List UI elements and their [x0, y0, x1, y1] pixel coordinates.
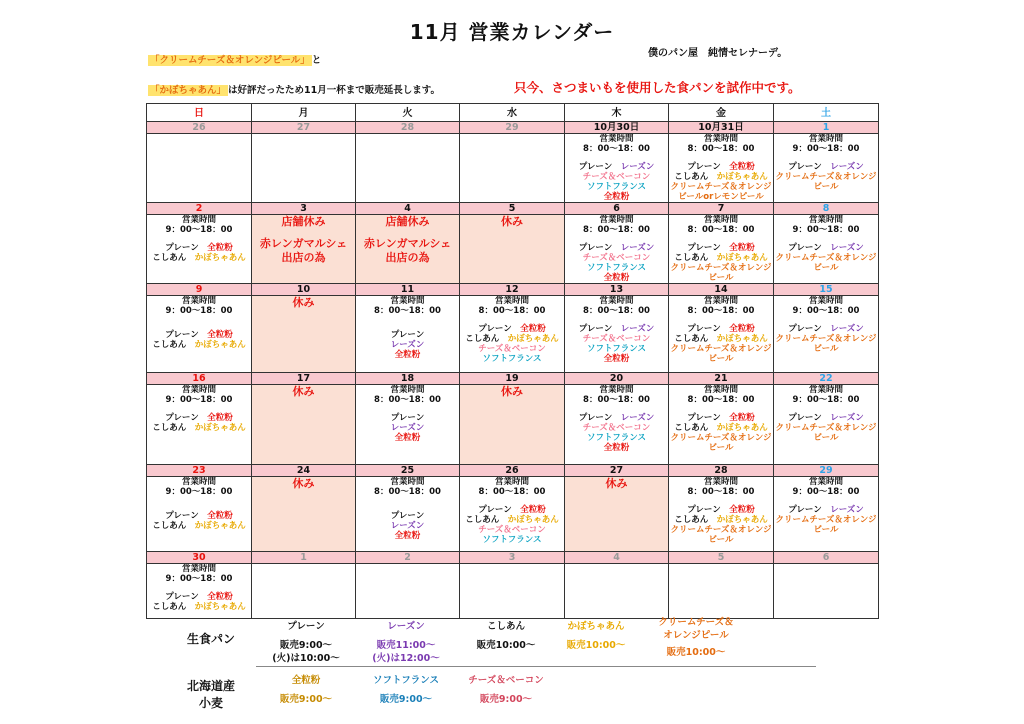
item-line: 全粒粉 — [603, 192, 630, 202]
day-cell: 営業時間 8：00～18：00 プレーン 全粒粉 こしあん かぼちゃあん チーズ＆ベーコン ソフトフランス — [460, 296, 565, 373]
date-cell: 4 — [565, 552, 669, 564]
date-cell: 5 — [460, 203, 565, 215]
date-row-5 — [147, 465, 879, 477]
date-cell: 2 — [356, 552, 460, 564]
hours-value: 8：00～18：00 — [583, 144, 650, 154]
date-cell: 4 — [356, 203, 460, 215]
day-cell: 営業時間 9：00～18：00 プレーン レーズン クリームチーズ＆オレンジ ビール — [774, 296, 879, 373]
shop-name: 僕のパン屋 純情セレナーデ。 — [648, 48, 788, 59]
date-cell: 29 — [460, 122, 565, 134]
day-cell-empty — [252, 134, 356, 203]
date-cell: 7 — [669, 203, 774, 215]
legend-koshian: こしあん 販売10:00～ — [476, 621, 536, 651]
notice-suffix-1: と — [311, 55, 322, 66]
date-cell: 8 — [774, 203, 879, 215]
day-cell-empty — [774, 564, 879, 619]
day-cell: 営業時間 9：00～18：00 プレーン レーズン クリームチーズ＆オレンジ ビール — [774, 134, 879, 203]
day-cell: 営業時間 8：00～18：00 プレーン レーズン 全粒粉 — [356, 296, 460, 373]
day-cell: 営業時間 8：00～18：00 プレーン レーズン チーズ＆ベーコン ソフトフランス 全粒粉 — [565, 385, 669, 465]
day-cell-closed: 休み — [252, 296, 356, 373]
day-cell-closed: 休み — [460, 215, 565, 284]
date-cell: 6 — [565, 203, 669, 215]
date-cell: 11 — [356, 284, 460, 296]
date-cell: 9 — [147, 284, 252, 296]
item-line: チーズ＆ベーコン — [582, 172, 651, 182]
legend-soft-france: ソフトフランス 販売9:00～ — [373, 675, 439, 705]
day-cell-empty — [565, 564, 669, 619]
legend-hokkaido-label: 北海道産 小麦 — [186, 679, 235, 710]
day-cell-empty — [460, 564, 565, 619]
day-cell: 営業時間 8：00～18：00 プレーン 全粒粉 こしあん かぼちゃあん チーズ＆ベーコン ソフトフランス — [460, 477, 565, 552]
date-cell: 5 — [669, 552, 774, 564]
day-cell: 営業時間 8：00～18：00 プレーン 全粒粉 こしあん かぼちゃあん クリームチーズ＆オレンジ ビール — [669, 477, 774, 552]
legend-raisin: レーズン 販売11:00～ (火)は12:00～ — [372, 621, 440, 664]
weekday-fri: 金 — [669, 104, 774, 122]
day-cell-empty — [147, 134, 252, 203]
date-cell: 30 — [147, 552, 252, 564]
day-cell: 営業時間 9：00～18：00 プレーン レーズン クリームチーズ＆オレンジ ビール — [774, 477, 879, 552]
weekday-sun: 日 — [147, 104, 252, 122]
day-cell: 営業時間 8：00～18：00 プレーン レーズン チーズ＆ベーコン ソフトフランス 全粒粉 — [565, 296, 669, 373]
date-cell: 6 — [774, 552, 879, 564]
day-cell: 営業時間 9：00～18：00 プレーン 全粒粉 こしあん かぼちゃあん — [147, 385, 252, 465]
day-cell-empty — [460, 134, 565, 203]
date-cell: 22 — [774, 373, 879, 385]
date-cell: 14 — [669, 284, 774, 296]
notice-line-2 — [148, 82, 440, 96]
day-cell-closed: 休み — [460, 385, 565, 465]
day-cell-closed: 休み — [252, 477, 356, 552]
day-cell-empty — [356, 134, 460, 203]
date-cell: 16 — [147, 373, 252, 385]
date-cell: 13 — [565, 284, 669, 296]
date-cell: 28 — [669, 465, 774, 477]
weekday-thu: 木 — [565, 104, 669, 122]
day-cell — [565, 134, 669, 203]
date-cell: 18 — [356, 373, 460, 385]
day-cell: 営業時間 9：00～18：00 プレーン 全粒粉 こしあん かぼちゃあん — [147, 477, 252, 552]
date-cell: 23 — [147, 465, 252, 477]
date-row-1 — [147, 122, 879, 134]
date-cell: 20 — [565, 373, 669, 385]
date-cell: 1 — [252, 552, 356, 564]
date-cell: 19 — [460, 373, 565, 385]
day-cell: 営業時間 9：00～18：00 プレーン レーズン クリームチーズ＆オレンジ ビール — [774, 215, 879, 284]
legend-divider — [256, 666, 816, 667]
weekday-wed: 水 — [460, 104, 565, 122]
day-cell: 営業時間 8：00～18：00 プレーン レーズン チーズ＆ベーコン ソフトフランス 全粒粉 — [565, 215, 669, 284]
day-cell: 営業時間 8：00～18：00 プレーン レーズン 全粒粉 — [356, 385, 460, 465]
day-cell-closed: 休み — [252, 385, 356, 465]
promo-text: 只今、さつまいもを使用した食パンを試作中です。 — [514, 80, 801, 95]
legend-kabocha: かぼちゃあん 販売10:00～ — [566, 621, 626, 651]
product-legend — [146, 612, 878, 724]
day-cell-empty — [669, 564, 774, 619]
day-cell-empty — [356, 564, 460, 619]
date-cell: 26 — [460, 465, 565, 477]
legend-whole: 全粒粉 販売9:00～ — [279, 675, 333, 705]
day-cell: 営業時間 8：00～18：00 プレーン 全粒粉 こしあん かぼちゃあん クリームチーズ＆オレンジ ビール — [669, 215, 774, 284]
date-cell: 1 — [774, 122, 879, 134]
item-line: ソフトフランス — [587, 182, 646, 192]
date-cell: 10月30日 — [565, 122, 669, 134]
date-cell: 27 — [565, 465, 669, 477]
day-cell: 営業時間 9：00～18：00 プレーン レーズン クリームチーズ＆オレンジ ビール — [774, 385, 879, 465]
date-cell: 2 — [147, 203, 252, 215]
date-cell: 3 — [460, 552, 565, 564]
item-line: プレーン レーズン — [578, 162, 655, 172]
day-cell-closed: 店舗休み 赤レンガマルシェ 出店の為 — [252, 215, 356, 284]
date-cell: 10 — [252, 284, 356, 296]
day-cell: 営業時間 9：00～18：00 プレーン 全粒粉 こしあん かぼちゃあん — [147, 564, 252, 619]
date-cell: 28 — [356, 122, 460, 134]
weekday-mon: 月 — [252, 104, 356, 122]
date-row-6 — [147, 552, 879, 564]
date-cell: 27 — [252, 122, 356, 134]
day-cell-closed: 店舗休み 赤レンガマルシェ 出店の為 — [356, 215, 460, 284]
calendar-table — [146, 103, 879, 619]
date-cell: 10月31日 — [669, 122, 774, 134]
date-row-4 — [147, 373, 879, 385]
date-cell: 29 — [774, 465, 879, 477]
date-cell: 3 — [252, 203, 356, 215]
date-cell: 12 — [460, 284, 565, 296]
notice-suffix-2: は好評だったため11月一杯まで販売延長します。 — [228, 85, 440, 96]
day-cell: 営業時間 9：00～18：00 プレーン 全粒粉 こしあん かぼちゃあん — [147, 296, 252, 373]
day-cell: 営業時間 8：00～18：00 プレーン レーズン 全粒粉 — [356, 477, 460, 552]
date-cell: 15 — [774, 284, 879, 296]
date-cell: 25 — [356, 465, 460, 477]
legend-shoku-label: 生食パン — [186, 632, 235, 646]
notice-line-1 — [148, 52, 321, 66]
date-cell: 26 — [147, 122, 252, 134]
day-cell: 営業時間 8：00～18：00 プレーン 全粒粉 こしあん かぼちゃあん クリームチーズ＆オレンジ ビールorレモンピール — [669, 134, 774, 203]
highlight-kabocha: 「かぼちゃあん」 — [150, 85, 227, 96]
date-cell: 21 — [669, 373, 774, 385]
date-row-3 — [147, 284, 879, 296]
date-cell: 24 — [252, 465, 356, 477]
day-cell-closed: 休み — [565, 477, 669, 552]
weekday-sat: 土 — [774, 104, 879, 122]
page-title: 11月 営業カレンダー — [409, 20, 615, 44]
date-row-2 — [147, 203, 879, 215]
day-cell: 営業時間 8：00～18：00 プレーン 全粒粉 こしあん かぼちゃあん クリームチーズ＆オレンジ ビール — [669, 385, 774, 465]
day-cell: 営業時間 9：00～18：00 プレーン 全粒粉 こしあん かぼちゃあん — [147, 215, 252, 284]
highlight-cream-orange: 「クリームチーズ＆オレンジピール」 — [150, 55, 310, 66]
weekday-tue: 火 — [356, 104, 460, 122]
legend-cream-orange: クリームチーズ＆ オレンジピール 販売10:00～ — [658, 617, 734, 658]
legend-plain: プレーン 販売9:00～ (火)は10:00～ — [272, 621, 340, 664]
legend-cheese-bacon: チーズ＆ベーコン 販売9:00～ — [468, 675, 544, 705]
date-cell: 17 — [252, 373, 356, 385]
day-cell-empty — [252, 564, 356, 619]
day-cell: 営業時間 8：00～18：00 プレーン 全粒粉 こしあん かぼちゃあん クリームチーズ＆オレンジ ビール — [669, 296, 774, 373]
hours-label: 営業時間 — [599, 134, 634, 144]
